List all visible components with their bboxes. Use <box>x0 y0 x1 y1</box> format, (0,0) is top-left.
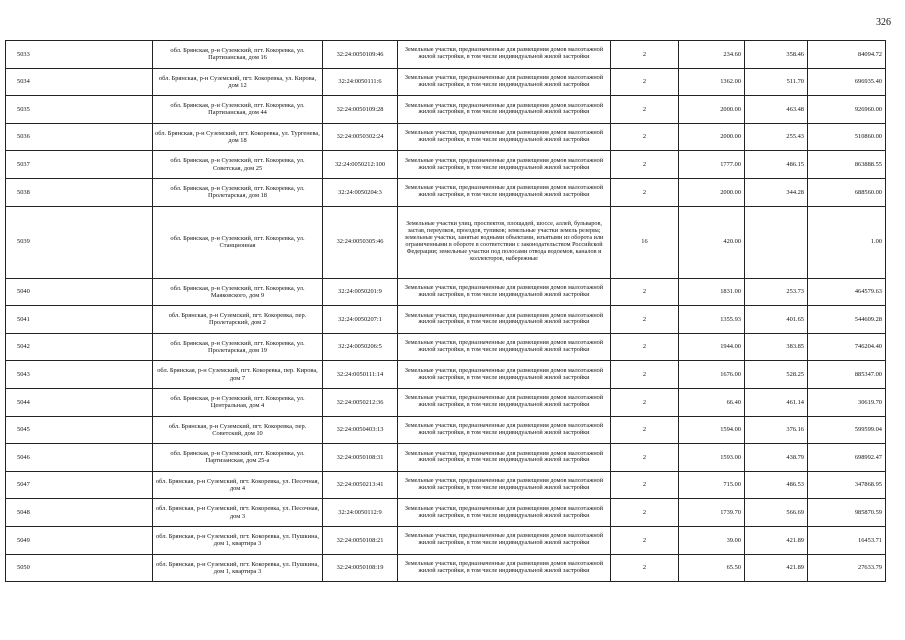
cadastral-number-cell: 32:24:0050207:1 <box>323 306 398 334</box>
table-row <box>6 68 886 96</box>
specific-value-cell: 383.85 <box>745 333 808 361</box>
address-cell: обл. Брянская, р-н Суземский, пгт. Кокоревка, ул. Партизанская, дом 16 <box>153 41 323 69</box>
table-row <box>6 526 886 554</box>
specific-value-cell: 344.28 <box>745 178 808 206</box>
row-number-cell: 5041 <box>6 306 153 334</box>
table-row <box>6 206 886 278</box>
cadastral-number-cell: 32:24:0050305:46 <box>323 206 398 278</box>
cadastral-number-cell: 32:24:0050201:9 <box>323 278 398 306</box>
cadastral-value-cell: 16453.71 <box>808 526 886 554</box>
land-use-cell: Земельные участки, предназначенные для размещения домов малоэтажной жилой застройки, в том числе индивидуальной жилой застройки <box>398 554 611 582</box>
table-row <box>6 361 886 389</box>
cadastral-number-cell: 32:24:0050108:31 <box>323 444 398 472</box>
specific-value-cell: 421.89 <box>745 526 808 554</box>
cadastral-number-cell: 32:24:0050206:5 <box>323 333 398 361</box>
cadastral-number-cell: 32:24:0050111:6 <box>323 68 398 96</box>
cadastral-value-cell: 1.00 <box>808 206 886 278</box>
table-row <box>6 471 886 499</box>
cadastral-value-cell: 84094.72 <box>808 41 886 69</box>
specific-value-cell: 255.43 <box>745 123 808 151</box>
land-use-cell: Земельные участки, предназначенные для размещения домов малоэтажной жилой застройки, в том числе индивидуальной жилой застройки <box>398 471 611 499</box>
area-cell: 2000.00 <box>679 96 745 124</box>
land-use-cell: Земельные участки, предназначенные для размещения домов малоэтажной жилой застройки, в том числе индивидуальной жилой застройки <box>398 96 611 124</box>
cadastral-value-cell: 863888.55 <box>808 151 886 179</box>
land-use-cell: Земельные участки, предназначенные для размещения домов малоэтажной жилой застройки, в том числе индивидуальной жилой застройки <box>398 333 611 361</box>
table-row <box>6 388 886 416</box>
specific-value-cell: 486.53 <box>745 471 808 499</box>
address-cell: обл. Брянская, р-н Суземский, пгт. Кокоревка, ул. Партизанская, дом 44 <box>153 96 323 124</box>
cadastral-number-cell: 32:24:0050108:19 <box>323 554 398 582</box>
area-cell: 65.50 <box>679 554 745 582</box>
specific-value-cell: 421.89 <box>745 554 808 582</box>
address-cell: обл. Брянская, р-н Суземский, пгт. Кокоревка, ул. Пушкина, дом 1, квартира 3 <box>153 554 323 582</box>
row-number-cell: 5035 <box>6 96 153 124</box>
cadastral-value-cell: 544609.28 <box>808 306 886 334</box>
area-cell: 2000.00 <box>679 178 745 206</box>
cadastral-number-cell: 32:24:0050108:21 <box>323 526 398 554</box>
specific-value-cell <box>745 206 808 278</box>
cadastral-value-cell: 885347.00 <box>808 361 886 389</box>
specific-value-cell: 253.73 <box>745 278 808 306</box>
cadastral-value-cell: 30619.70 <box>808 388 886 416</box>
land-use-cell: Земельные участки, предназначенные для размещения домов малоэтажной жилой застройки, в том числе индивидуальной жилой застройки <box>398 444 611 472</box>
group-cell: 2 <box>611 333 679 361</box>
area-cell: 715.00 <box>679 471 745 499</box>
area-cell: 1594.00 <box>679 416 745 444</box>
cadastral-value-cell: 464579.63 <box>808 278 886 306</box>
table-row <box>6 123 886 151</box>
row-number-cell: 5039 <box>6 206 153 278</box>
cadastral-number-cell: 32:24:0050302:24 <box>323 123 398 151</box>
row-number-cell: 5045 <box>6 416 153 444</box>
land-use-cell: Земельные участки, предназначенные для размещения домов малоэтажной жилой застройки, в том числе индивидуальной жилой застройки <box>398 388 611 416</box>
address-cell: обл. Брянская, р-н Суземский, пгт. Кокоревка, ул. Кирова, дом 12 <box>153 68 323 96</box>
group-cell: 2 <box>611 416 679 444</box>
specific-value-cell: 566.69 <box>745 499 808 527</box>
row-number-cell: 5033 <box>6 41 153 69</box>
land-use-cell: Земельные участки, предназначенные для размещения домов малоэтажной жилой застройки, в том числе индивидуальной жилой застройки <box>398 278 611 306</box>
cadastral-value-cell: 347868.95 <box>808 471 886 499</box>
cadastral-number-cell: 32:24:0050204:3 <box>323 178 398 206</box>
area-cell: 39.00 <box>679 526 745 554</box>
group-cell: 2 <box>611 499 679 527</box>
area-cell: 1831.00 <box>679 278 745 306</box>
land-use-cell: Земельные участки, предназначенные для размещения домов малоэтажной жилой застройки, в том числе индивидуальной жилой застройки <box>398 526 611 554</box>
cadastral-value-cell: 688560.00 <box>808 178 886 206</box>
land-use-cell: Земельные участки, предназначенные для размещения домов малоэтажной жилой застройки, в том числе индивидуальной жилой застройки <box>398 41 611 69</box>
area-cell: 1676.00 <box>679 361 745 389</box>
address-cell: обл. Брянская, р-н Суземский, пгт. Кокоревка, пер. Пролетарский, дом 2 <box>153 306 323 334</box>
address-cell: обл. Брянская, р-н Суземский, пгт. Кокоревка, ул. Партизанская, дом 25-а <box>153 444 323 472</box>
address-cell: обл. Брянская, р-н Суземский, пгт. Кокоревка, ул. Песочная, дом 3 <box>153 499 323 527</box>
area-cell: 1355.93 <box>679 306 745 334</box>
group-cell: 2 <box>611 68 679 96</box>
group-cell: 2 <box>611 278 679 306</box>
area-cell: 1777.00 <box>679 151 745 179</box>
row-number-cell: 5043 <box>6 361 153 389</box>
cadastral-value-cell: 510860.00 <box>808 123 886 151</box>
specific-value-cell: 438.79 <box>745 444 808 472</box>
address-cell: обл. Брянская, р-н Суземский, пгт. Кокоревка, пер. Советский, дом 10 <box>153 416 323 444</box>
specific-value-cell: 461.14 <box>745 388 808 416</box>
land-use-cell: Земельные участки, предназначенные для размещения домов малоэтажной жилой застройки, в том числе индивидуальной жилой застройки <box>398 416 611 444</box>
group-cell: 2 <box>611 306 679 334</box>
address-cell: обл. Брянская, р-н Суземский, пгт. Кокоревка, ул. Советская, дом 25 <box>153 151 323 179</box>
table-row <box>6 278 886 306</box>
cadastral-value-cell: 985870.59 <box>808 499 886 527</box>
address-cell: обл. Брянская, р-н Суземский, пгт. Кокоревка, ул. Пушкина, дом 1, квартира 3 <box>153 526 323 554</box>
row-number-cell: 5036 <box>6 123 153 151</box>
group-cell: 2 <box>611 388 679 416</box>
specific-value-cell: 486.15 <box>745 151 808 179</box>
group-cell: 2 <box>611 526 679 554</box>
row-number-cell: 5038 <box>6 178 153 206</box>
table-row <box>6 178 886 206</box>
cadastral-number-cell: 32:24:0050109:46 <box>323 41 398 69</box>
table-row <box>6 499 886 527</box>
group-cell: 2 <box>611 361 679 389</box>
row-number-cell: 5044 <box>6 388 153 416</box>
land-use-cell: Земельные участки, предназначенные для размещения домов малоэтажной жилой застройки, в том числе индивидуальной жилой застройки <box>398 499 611 527</box>
row-number-cell: 5047 <box>6 471 153 499</box>
row-number-cell: 5048 <box>6 499 153 527</box>
row-number-cell: 5049 <box>6 526 153 554</box>
address-cell: обл. Брянская, р-н Суземский, пгт. Кокоревка, пер. Кирова, дом 7 <box>153 361 323 389</box>
table-row <box>6 554 886 582</box>
specific-value-cell: 511.70 <box>745 68 808 96</box>
area-cell: 1739.70 <box>679 499 745 527</box>
row-number-cell: 5040 <box>6 278 153 306</box>
cadastral-number-cell: 32:24:0050213:41 <box>323 471 398 499</box>
area-cell: 66.40 <box>679 388 745 416</box>
specific-value-cell: 376.16 <box>745 416 808 444</box>
specific-value-cell: 401.65 <box>745 306 808 334</box>
specific-value-cell: 528.25 <box>745 361 808 389</box>
group-cell: 2 <box>611 554 679 582</box>
row-number-cell: 5050 <box>6 554 153 582</box>
cadastral-number-cell: 32:24:0050212:100 <box>323 151 398 179</box>
cadastral-value-cell: 746204.40 <box>808 333 886 361</box>
table-row <box>6 96 886 124</box>
cadastral-value-cell: 599599.04 <box>808 416 886 444</box>
land-use-cell: Земельные участки, предназначенные для размещения домов малоэтажной жилой застройки, в том числе индивидуальной жилой застройки <box>398 178 611 206</box>
table-row <box>6 333 886 361</box>
cadastral-number-cell: 32:24:0050109:28 <box>323 96 398 124</box>
land-use-cell: Земельные участки, предназначенные для размещения домов малоэтажной жилой застройки, в том числе индивидуальной жилой застройки <box>398 361 611 389</box>
row-number-cell: 5046 <box>6 444 153 472</box>
group-cell: 2 <box>611 178 679 206</box>
table-row <box>6 416 886 444</box>
land-use-cell: Земельные участки, предназначенные для размещения домов малоэтажной жилой застройки, в том числе индивидуальной жилой застройки <box>398 123 611 151</box>
table-row <box>6 41 886 69</box>
row-number-cell: 5037 <box>6 151 153 179</box>
address-cell: обл. Брянская, р-н Суземский, пгт. Кокоревка, ул. Маяковского, дом 9 <box>153 278 323 306</box>
land-use-cell: Земельные участки, предназначенные для размещения домов малоэтажной жилой застройки, в том числе индивидуальной жилой застройки <box>398 151 611 179</box>
land-use-cell: Земельные участки, предназначенные для размещения домов малоэтажной жилой застройки, в том числе индивидуальной жилой застройки <box>398 306 611 334</box>
specific-value-cell: 463.48 <box>745 96 808 124</box>
cadastral-value-cell: 696935.40 <box>808 68 886 96</box>
specific-value-cell: 358.46 <box>745 41 808 69</box>
area-cell: 2000.00 <box>679 123 745 151</box>
address-cell: обл. Брянская, р-н Суземский, пгт. Кокоревка, ул. Песочная, дом 4 <box>153 471 323 499</box>
area-cell: 1944.00 <box>679 333 745 361</box>
land-use-cell: Земельные участки улиц, проспектов, площадей, шоссе, аллей, бульваров, застав, переулков, проездов, тупиков; земельные участки земель резерва; земельные участки, занятые водными объектами, изъятыми из оборота или ограниченными в обороте в соответствии с законодательством Российской Федерации; земельные участки под полосами отвода водоемов, каналов и коллекторов, набережные <box>398 206 611 278</box>
row-number-cell: 5042 <box>6 333 153 361</box>
group-cell: 2 <box>611 471 679 499</box>
table-row <box>6 151 886 179</box>
address-cell: обл. Брянская, р-н Суземский, пгт. Кокоревка, ул. Тургенева, дом 18 <box>153 123 323 151</box>
group-cell: 2 <box>611 41 679 69</box>
cadastral-number-cell: 32:24:0050112:9 <box>323 499 398 527</box>
area-cell: 234.60 <box>679 41 745 69</box>
land-use-cell: Земельные участки, предназначенные для размещения домов малоэтажной жилой застройки, в том числе индивидуальной жилой застройки <box>398 68 611 96</box>
cadastral-value-table <box>5 40 886 582</box>
cadastral-number-cell: 32:24:0050111:14 <box>323 361 398 389</box>
row-number-cell: 5034 <box>6 68 153 96</box>
group-cell: 2 <box>611 444 679 472</box>
cadastral-value-cell: 27633.79 <box>808 554 886 582</box>
address-cell: обл. Брянская, р-н Суземский, пгт. Кокоревка, ул. Пролетарская, дом 19 <box>153 333 323 361</box>
table-row <box>6 306 886 334</box>
table-row <box>6 444 886 472</box>
group-cell: 2 <box>611 96 679 124</box>
cadastral-value-cell: 926960.00 <box>808 96 886 124</box>
group-cell: 2 <box>611 123 679 151</box>
area-cell: 1362.00 <box>679 68 745 96</box>
page-number: 326 <box>876 17 891 28</box>
area-cell: 420.00 <box>679 206 745 278</box>
address-cell: обл. Брянская, р-н Суземский, пгт. Кокоревка, ул. Станционная <box>153 206 323 278</box>
address-cell: обл. Брянская, р-н Суземский, пгт. Кокоревка, ул. Центральная, дом 4 <box>153 388 323 416</box>
address-cell: обл. Брянская, р-н Суземский, пгт. Кокоревка, ул. Пролетарская, дом 18 <box>153 178 323 206</box>
group-cell: 16 <box>611 206 679 278</box>
cadastral-value-cell: 698992.47 <box>808 444 886 472</box>
cadastral-number-cell: 32:24:0050403:13 <box>323 416 398 444</box>
group-cell: 2 <box>611 151 679 179</box>
cadastral-number-cell: 32:24:0050212:36 <box>323 388 398 416</box>
area-cell: 1593.00 <box>679 444 745 472</box>
